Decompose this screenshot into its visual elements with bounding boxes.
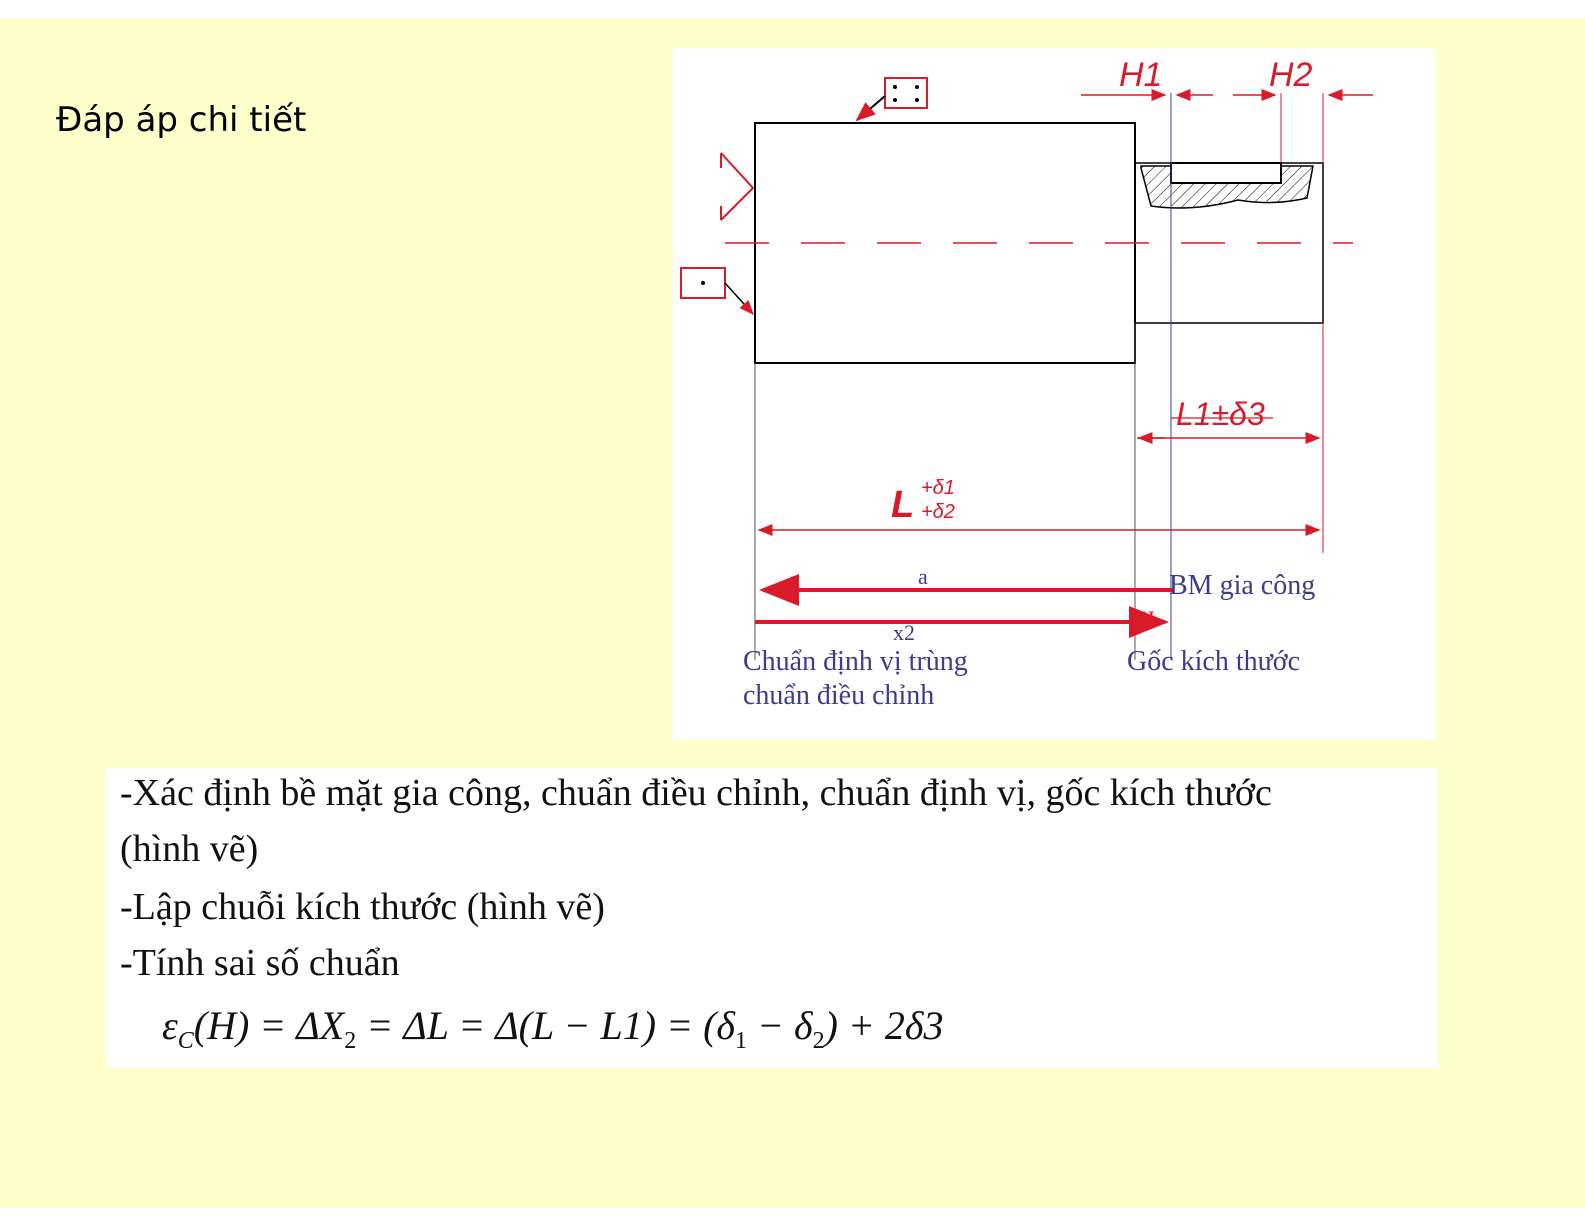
slot-cut bbox=[1171, 163, 1281, 183]
dim-l: L bbox=[891, 484, 915, 526]
label-a: a bbox=[918, 564, 928, 589]
label-machined-surface: BM gia công bbox=[1169, 570, 1316, 601]
locating-symbol-top bbox=[885, 78, 927, 108]
step-chain: -Lập chuỗi kích thước (hình vẽ) bbox=[120, 886, 605, 928]
bottom-strip bbox=[0, 1208, 1585, 1225]
label-x2: x2 bbox=[893, 620, 915, 645]
label-datum-line1: Chuẩn định vị trùng bbox=[743, 646, 968, 677]
label-datum-line2: chuẩn điều chỉnh bbox=[743, 680, 935, 711]
explanation-box bbox=[106, 768, 1438, 1068]
slide bbox=[0, 18, 1585, 1208]
technical-drawing bbox=[673, 48, 1435, 740]
label-dimension-origin: Gốc kích thước bbox=[1127, 646, 1301, 677]
label-h: H bbox=[1139, 606, 1155, 631]
dim-h2: H2 bbox=[1269, 56, 1313, 94]
dim-h1: H1 bbox=[1119, 56, 1163, 94]
dim-l-lower-tol: +δ2 bbox=[921, 501, 955, 523]
drawing-canvas bbox=[673, 48, 1435, 740]
error-formula: $\varepsilon_C(H) = \Delta X_2 = \Delta L = \Delta(L - L1) = (\delta_1 - \delta_2) + 2\delta 3$ bbox=[162, 1003, 944, 1054]
step-identify: -Xác định bề mặt gia công, chuẩn điều chỉnh, chuẩn định vị, gốc kích thước bbox=[120, 772, 1272, 814]
v-block-symbol bbox=[721, 153, 753, 220]
dim-l-upper-tol: +δ1 bbox=[921, 477, 955, 499]
slide-heading: Đáp áp chi tiết bbox=[56, 100, 307, 140]
step-error: -Tính sai số chuẩn bbox=[120, 942, 400, 984]
dim-l1: L1±δ3 bbox=[1176, 396, 1265, 432]
step-identify-cont: (hình vẽ) bbox=[120, 828, 259, 870]
